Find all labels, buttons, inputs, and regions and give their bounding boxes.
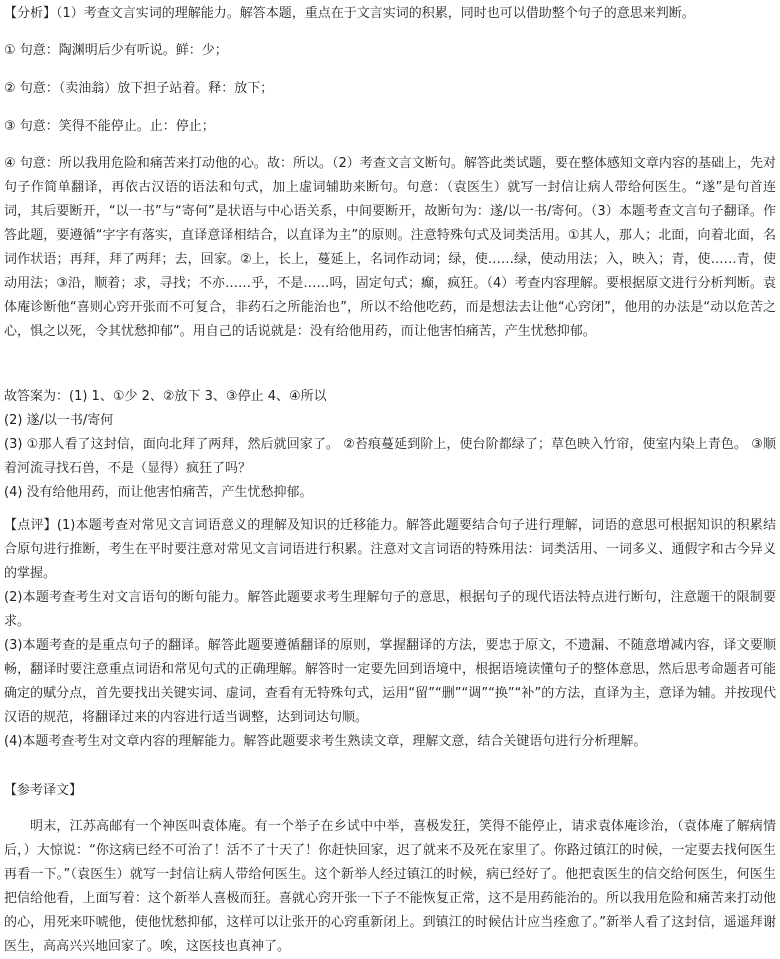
review-line: (4)本题考查考生对文章内容的理解能力。解答此题要求考生熟读文章，理解文意，结合关键语句进行分析理解。	[4, 734, 647, 749]
analysis-item-3: ③ 句意：笑得不能停止。止：停止；	[4, 119, 215, 134]
review-line: (3)本题考查的是重点句子的翻译。解答此题要遵循翻译的原则，掌握翻译的方法，要忠于原文，不遗漏、不随意增减内容，译文要顺畅，翻译时要注意重点词语和常见句式的正确理解。解答时一定要先回到语境中，根据语境读懂句子的整体意思，然后思考命题者可能确定的赋分点，首先要找出关键实词、虚词，查看有无特殊句式，运用“留”“删”“调”“换”“补”的方法，直译为主，意译为辅。并按现代汉语的规范，将翻译过来的内容进行适当调整，达到词达句顺。	[4, 638, 776, 725]
review-line: 【点评】(1)本题考查对常见文言词语意义的理解及知识的迁移能力。解答此题要结合句子进行理解，词语的意思可根据知识的积累结合原句进行推断，考生在平时要注意对常见文言词语进行积累。注意对文言词语的特殊用法：词类活用、一词多义、通假字和古今异义的掌握。	[4, 518, 776, 581]
analysis-item-2: ② 句意：（卖油翁）放下担子站着。释：放下；	[4, 81, 274, 96]
review-block	[4, 514, 776, 754]
translation-heading: 【参考译文】	[4, 783, 83, 798]
answer-line: 故答案为：(1) 1、①少 2、②放下 3、③停止 4、④所以	[4, 389, 327, 404]
analysis-heading-paragraph: 【分析】（1）考查文言实词的理解能力。解答本题，重点在于文言实词的积累，同时也可以借助整个句子的意思来判断。	[4, 6, 695, 21]
answer-block	[4, 385, 776, 505]
translation-body: 明末，江苏高邮有一个神医叫袁体庵。有一个举子在乡试中中举，喜极发狂，笑得不能停止，请求袁体庵诊治，（袁体庵了解病情后，）大惊说：“你这病已经不可治了！活不了十天了！你赶快回家，迟了就来不及死在家里了。你路过镇江的时候，一定要去找何医生再看一下。”（袁医生）就写一封信让病人带给何医生。这个新举人经过镇江的时候，病已经好了。他把袁医生的信交给何医生，何医生把信给他看，上面写着：这个新举人喜极而狂。喜就心窍开张一下子不能恢复正常，这不是用药能治的。所以我用危险和痛苦来打动他的心，用死来吓唬他，使他忧愁抑郁，这样可以让张开的心窍重新闭上。到镇江的时候估计应当痊愈了。”新举人看了这封信，遥遥拜谢医生，高高兴兴地回家了。唉，这医技也真神了。	[4, 819, 776, 954]
analysis-item-4: ④ 句意：所以我用危险和痛苦来打动他的心。故：所以。（2）考查文言文断句。解答此类试题，要在整体感知文章内容的基础上，先对句子作简单翻译，再依古汉语的语法和句式，加上虚词辅助来断句。句意：（袁医生）就写一封信让病人带给何医生。“遂”是句首连词，其后要断开，“以一书”与“寄何”是状语与中心语关系，中间要断开，故断句为：遂/以一书/寄何。（3）本题考查文言句子翻译。作答此题，要遵循“字字有落实，直译意译相结合，以直译为主”的原则。注意特殊句式及词类活用。①其人，那人；北面，向着北面，名词作状语；再拜，拜了两拜；去，回家。②上，长上，蔓延上，名词作动词；绿，使……绿，使动用法；入，映入；青，使……青，使动用法；③沿，顺着；求，寻找；不亦……乎，不是……吗，固定句式；癫，疯狂。（4）考查内容理解。要根据原文进行分析判断。袁体庵诊断他“喜则心窍开张而不可复合，非药石之所能治也”，所以不给他吃药，而是想法去让他“心窍闭”，他用的办法是“动以危苦之心，惧之以死，令其忧愁抑郁”。用自己的话说就是：没有给他用药，而让他害怕痛苦，产生忧愁抑郁。	[4, 156, 776, 339]
review-line: (2)本题考查考生对文言语句的断句能力。解答此题要求考生理解句子的意思，根据句子的现代语法特点进行断句，注意题干的限制要求。	[4, 590, 776, 629]
analysis-item-1: ① 句意：陶渊明后少有听说。鲜：少；	[4, 43, 228, 58]
answer-line: (3) ①那人看了这封信，面向北拜了两拜，然后就回家了。 ②苔痕蔓延到阶上，使台阶都绿了；草色映入竹帘，使室内染上青色。 ③顺着河流寻找石兽，不是（显得）疯狂了吗？	[4, 437, 776, 476]
answer-line: (2) 遂/以一书/寄何	[4, 413, 114, 428]
answer-line: (4) 没有给他用药，而让他害怕痛苦，产生忧愁抑郁。	[4, 485, 313, 500]
